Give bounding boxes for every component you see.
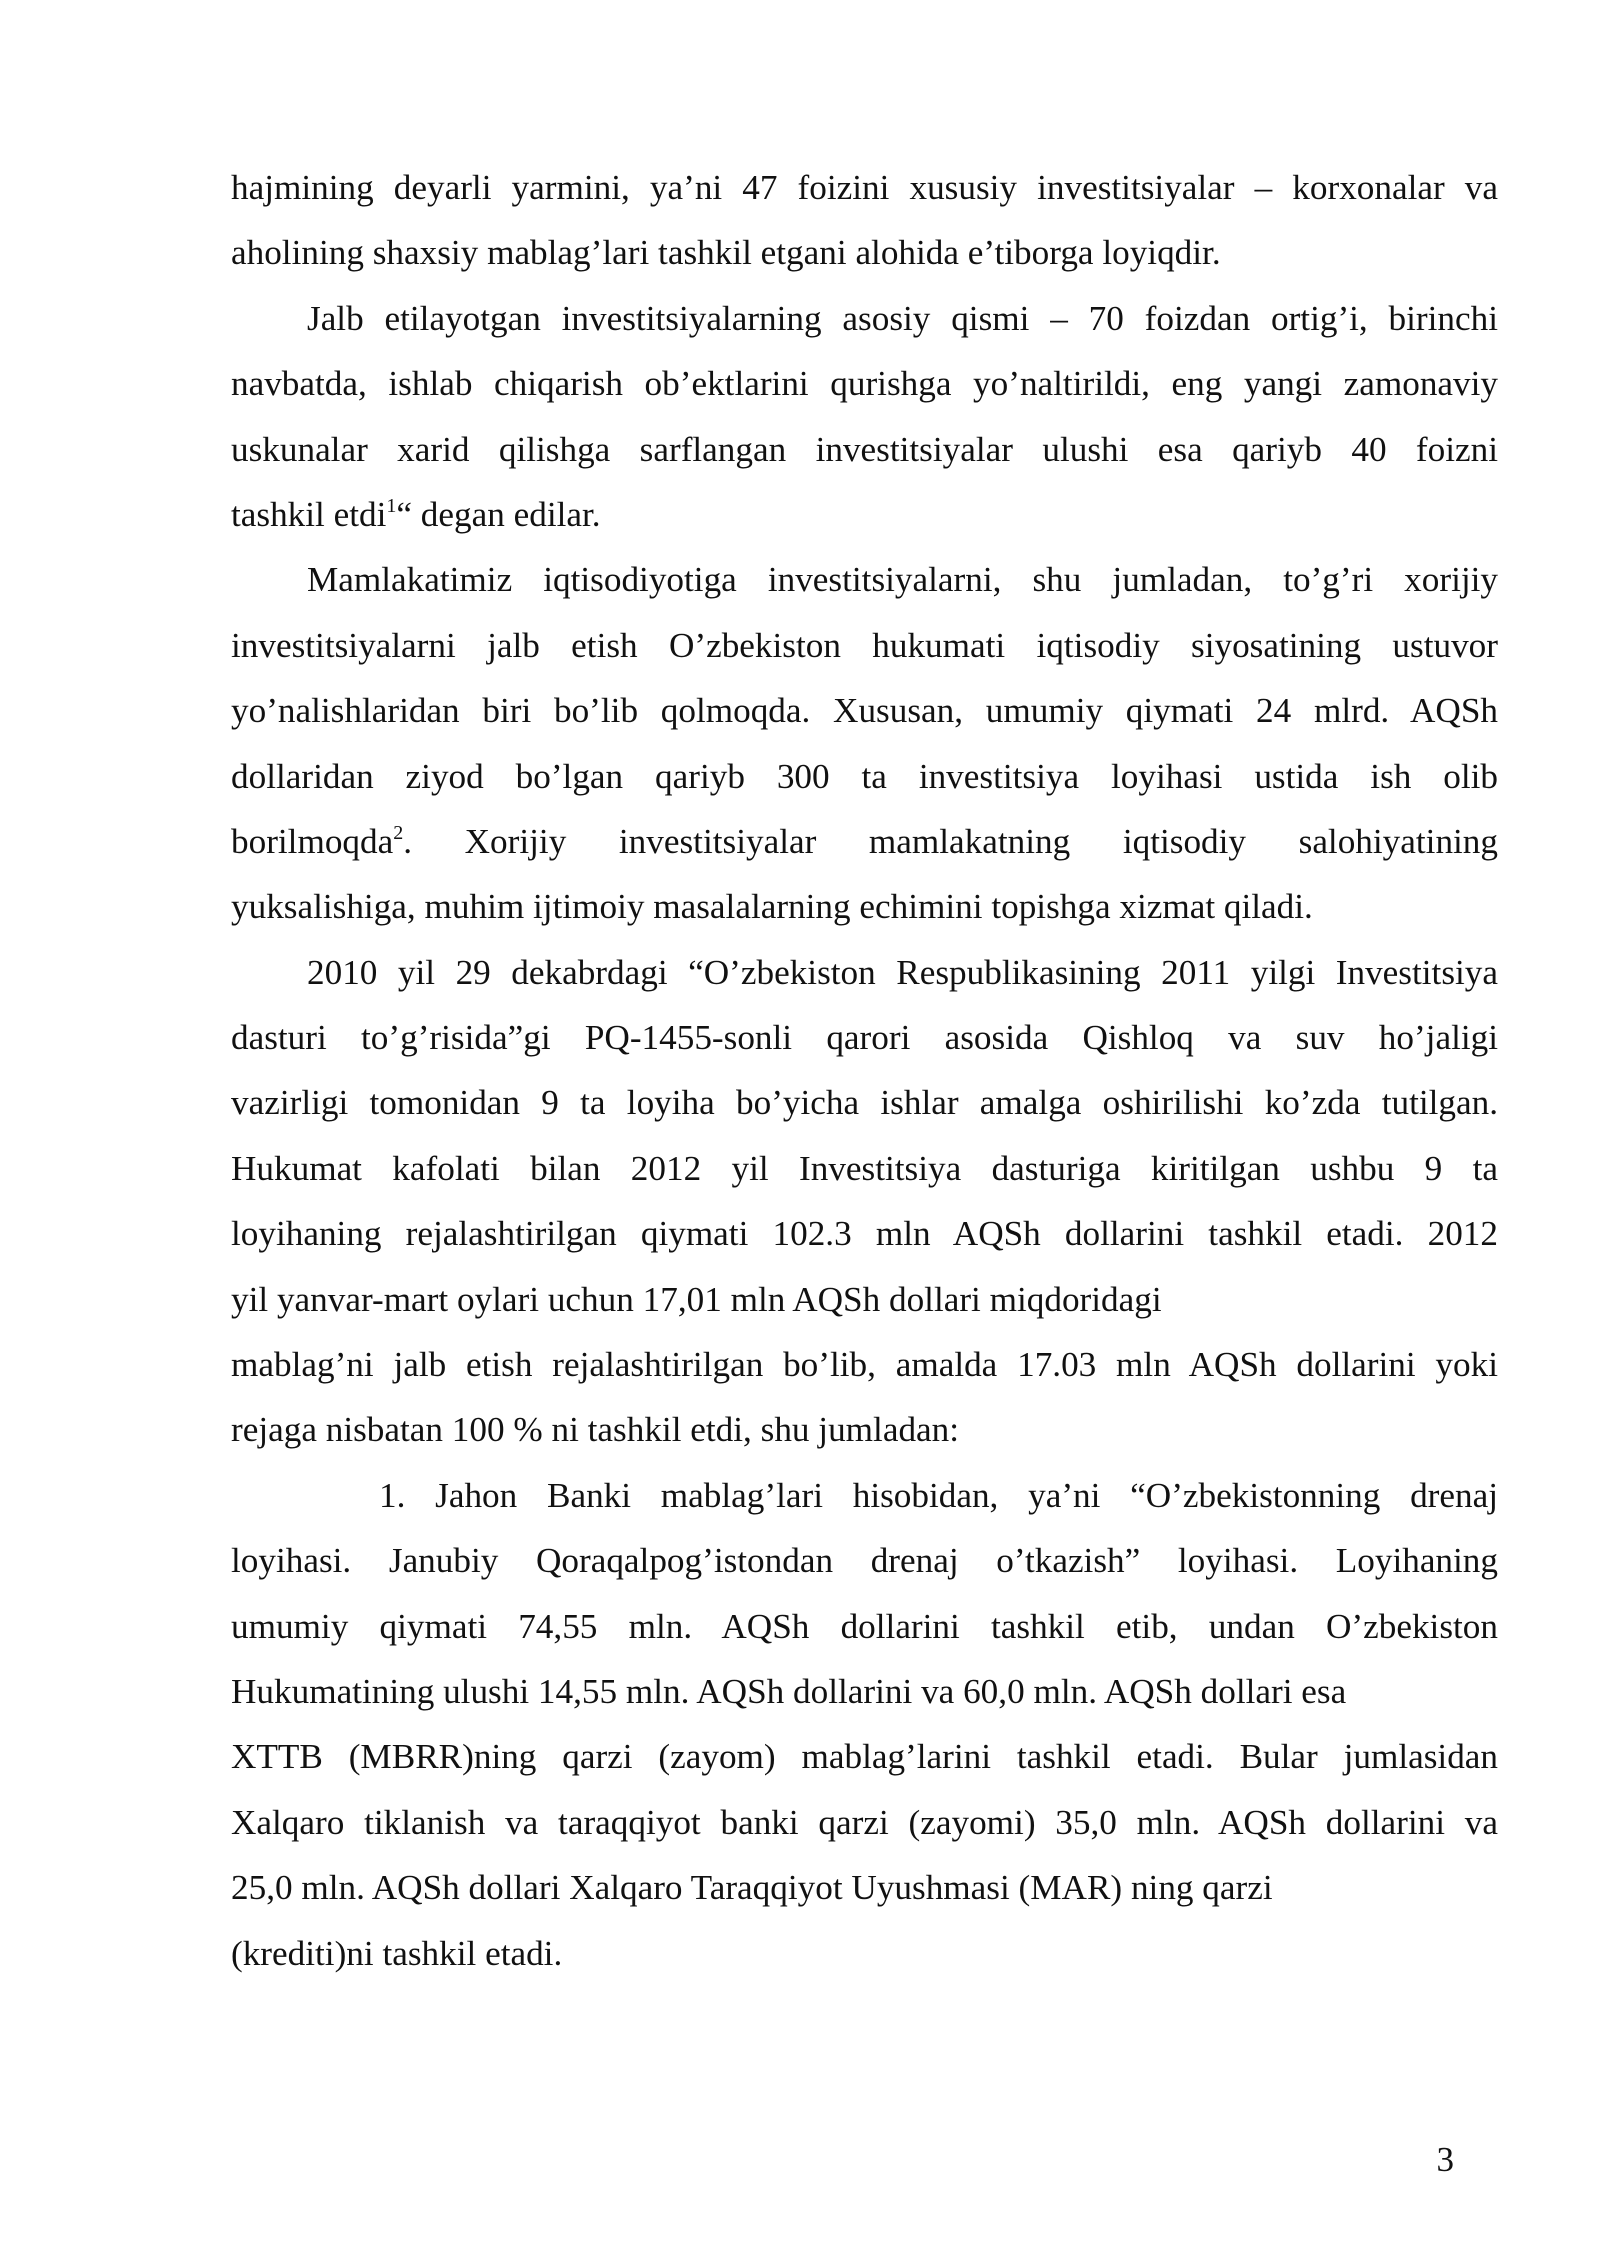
text-line xyxy=(231,744,1498,809)
text-line xyxy=(231,809,1498,874)
line-text-continued: . Xorijiy investitsiyalar mamlakatning iqtisodiy salohiyatining xyxy=(403,821,1498,861)
line-text: XTTB (MBRR)ning qarzi (zayom) mablag’larini tashkil etadi. Bular jumlasidan xyxy=(231,1737,1498,1777)
text-line xyxy=(231,155,1498,220)
line-text: Xalqaro tiklanish va taraqqiyot banki qarzi (zayomi) 35,0 mln. AQSh dollarini va xyxy=(231,1802,1498,1842)
line-text: Hukumatining ulushi 14,55 mln. AQSh dollarini va 60,0 mln. AQSh dollari esa xyxy=(231,1671,1347,1711)
footnote-ref: 2 xyxy=(393,821,404,844)
page-number: 3 xyxy=(1436,2140,1454,2179)
line-text: dasturi to’g’risida”gi PQ-1455-sonli qarori asosida Qishloq va suv ho’jaligi xyxy=(231,1018,1498,1058)
line-text: investitsiyalarni jalb etish O’zbekiston hukumati iqtisodiy siyosatining ustuvor xyxy=(231,625,1498,665)
line-text: 1. Jahon Banki mablag’lari hisobidan, ya’ni “O’zbekistonning drenaj xyxy=(379,1475,1498,1515)
footnote-ref: 1 xyxy=(386,494,397,517)
line-text: Mamlakatimiz iqtisodiyotiga investitsiyalarni, shu jumladan, to’g’ri xorijiy xyxy=(307,560,1498,600)
line-text: yuksalishiga, muhim ijtimoiy masalalarning echimini topishga xizmat qiladi. xyxy=(231,887,1313,927)
line-text: vazirligi tomonidan 9 ta loyiha bo’yicha ishlar amalga oshirilishi ko’zda tutilgan. xyxy=(231,1083,1498,1123)
text-line xyxy=(231,1070,1498,1135)
line-text: rejaga nisbatan 100 % ni tashkil etdi, shu jumladan: xyxy=(231,1410,960,1450)
line-text: umumiy qiymati 74,55 mln. AQSh dollarini tashkil etib, undan O’zbekiston xyxy=(231,1606,1498,1646)
line-text: Hukumat kafolati bilan 2012 yil Investitsiya dasturiga kiritilgan ushbu 9 ta xyxy=(231,1148,1498,1188)
line-text: loyihaning rejalashtirilgan qiymati 102.3 mln AQSh dollarini tashkil etadi. 2012 xyxy=(231,1214,1498,1254)
text-line xyxy=(231,678,1498,743)
text-line xyxy=(231,1267,1498,1332)
line-text: yil yanvar-mart oylari uchun 17,01 mln AQSh dollari miqdoridagi xyxy=(231,1279,1162,1319)
line-text: yo’nalishlaridan biri bo’lib qolmoqda. Xususan, umumiy qiymati 24 mlrd. AQSh xyxy=(231,691,1498,731)
text-line xyxy=(231,1136,1498,1201)
text-line xyxy=(231,1724,1498,1789)
line-text: navbatda, ishlab chiqarish ob’ektlarini qurishga yo’naltirildi, eng yangi zamonaviy xyxy=(231,364,1498,404)
text-line xyxy=(231,1659,1498,1724)
text-line xyxy=(231,286,1498,351)
text-line xyxy=(231,482,1498,547)
text-line xyxy=(231,417,1498,482)
text-line xyxy=(231,874,1498,939)
line-text: Jalb etilayotgan investitsiyalarning asosiy qismi – 70 foizdan ortig’i, birinchi xyxy=(307,298,1498,338)
text-line xyxy=(231,1921,1498,1986)
line-text-continued: “ degan edilar. xyxy=(396,494,601,534)
line-text: loyihasi. Janubiy Qoraqalpog’istondan drenaj o’tkazish” loyihasi. Loyihaning xyxy=(231,1541,1498,1581)
document-body xyxy=(231,155,1498,1986)
line-text: uskunalar xarid qilishga sarflangan investitsiyalar ulushi esa qariyb 40 foizni xyxy=(231,429,1498,469)
text-line xyxy=(231,1855,1498,1920)
line-text: hajmining deyarli yarmini, ya’ni 47 foizini xususiy investitsiyalar – korxonalar va xyxy=(231,168,1498,207)
line-text: dollaridan ziyod bo’lgan qariyb 300 ta investitsiya loyihasi ustida ish olib xyxy=(231,756,1498,796)
text-line xyxy=(231,613,1498,678)
line-text: borilmoqda xyxy=(231,821,394,861)
text-line xyxy=(231,1594,1498,1659)
text-line xyxy=(231,1201,1498,1266)
line-text: mablag’ni jalb etish rejalashtirilgan bo’lib, amalda 17.03 mln AQSh dollarini yoki xyxy=(231,1345,1498,1385)
text-line xyxy=(231,1463,1498,1528)
text-line xyxy=(231,1332,1498,1397)
line-text: tashkil etdi xyxy=(231,494,387,534)
text-line xyxy=(231,1790,1498,1855)
text-line xyxy=(231,1397,1498,1462)
text-line xyxy=(231,940,1498,1005)
text-line xyxy=(231,351,1498,416)
text-line xyxy=(231,547,1498,612)
line-text: 2010 yil 29 dekabrdagi “O’zbekiston Respublikasining 2011 yilgi Investitsiya xyxy=(307,952,1498,992)
text-line xyxy=(231,1528,1498,1593)
line-text: (krediti)ni tashkil etadi. xyxy=(231,1933,563,1973)
text-line xyxy=(231,1005,1498,1070)
text-line xyxy=(231,220,1498,285)
line-text: aholining shaxsiy mablag’lari tashkil etgani alohida e’tiborga loyiqdir. xyxy=(231,233,1221,273)
line-text: 25,0 mln. AQSh dollari Xalqaro Taraqqiyot Uyushmasi (MAR) ning qarzi xyxy=(231,1868,1273,1908)
